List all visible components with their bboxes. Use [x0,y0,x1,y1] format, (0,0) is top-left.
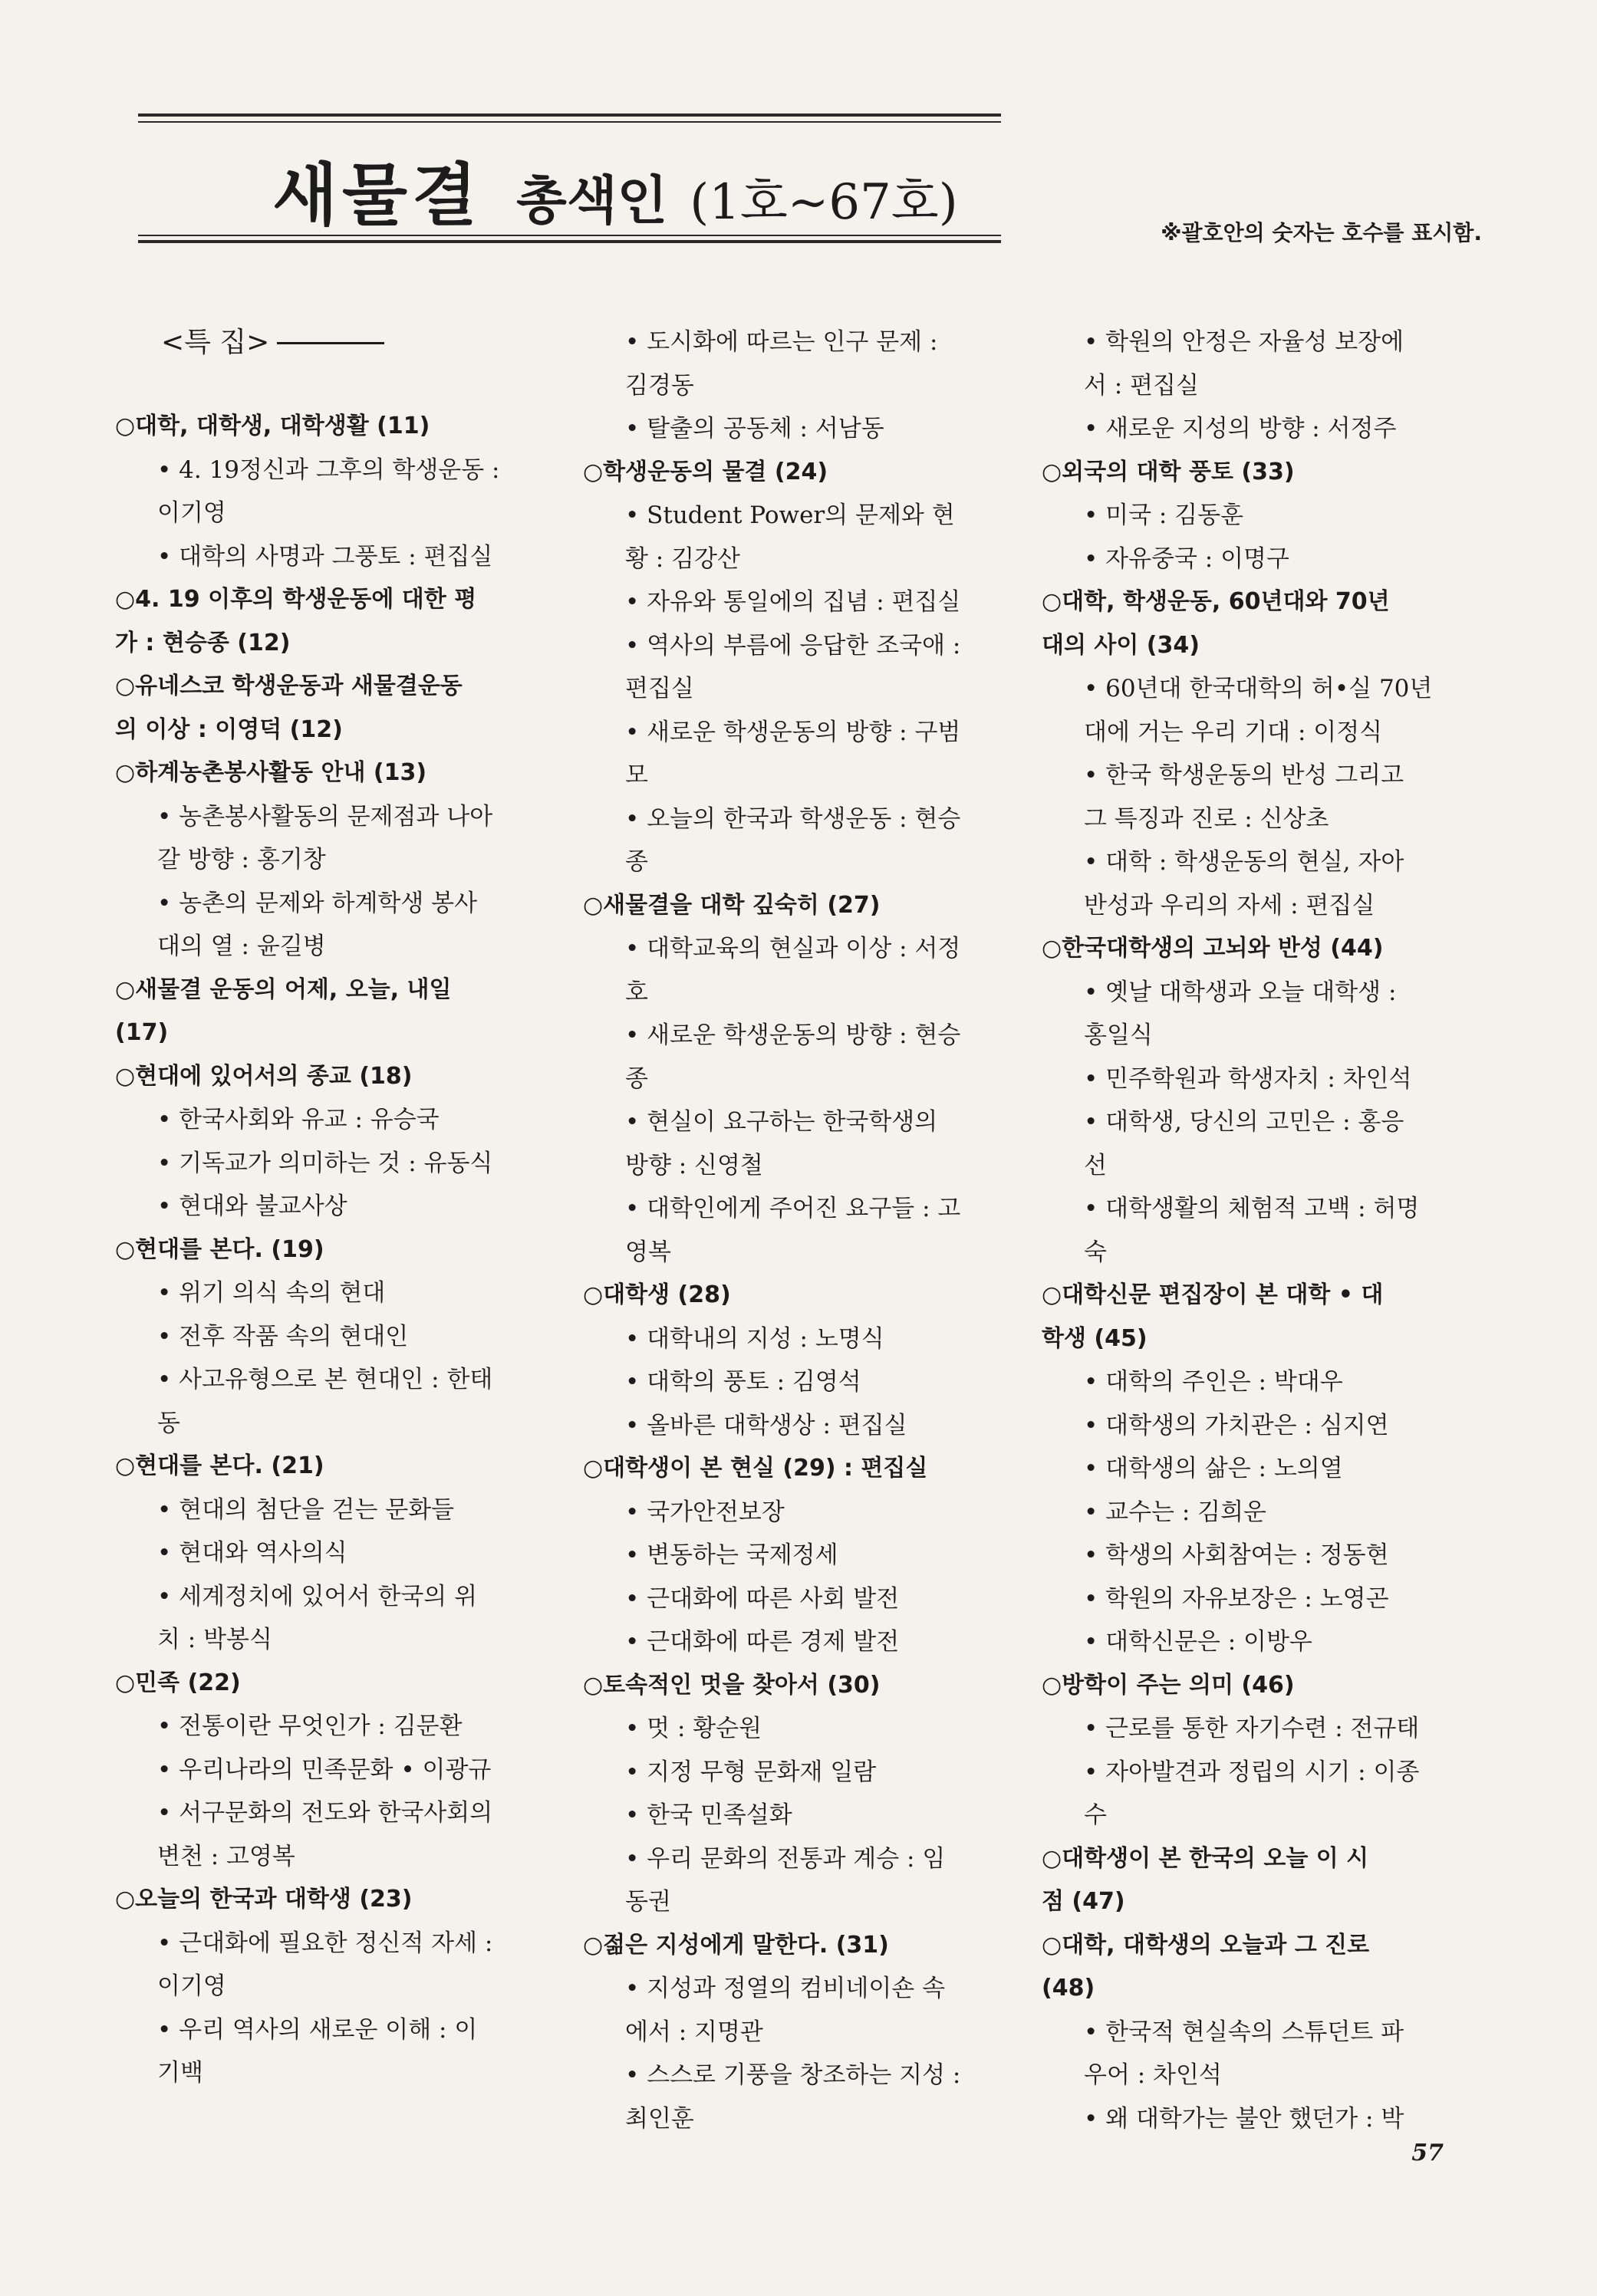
index-subentry: 이기영 [157,1972,226,2000]
index-subentry: • 대학의 주인은 : 박대우 [1084,1368,1343,1396]
index-subentry: • 대학인에게 주어진 요구들 : 고 [625,1195,961,1222]
index-subentry: • 자유와 통일에의 집념 : 편집실 [625,588,961,616]
title-rule-thick [138,240,1001,243]
index-subentry: • 역사의 부름에 응답한 조국애 : [625,631,961,660]
page-number: 57 [1411,2140,1444,2166]
index-subentry: • 60년대 한국대학의 허•실 70년 [1084,675,1433,702]
index-heading: 가 : 현승종 (12) [115,629,291,656]
title-rule-thin [138,235,1001,236]
index-subentry: • 현대와 불교사상 [157,1192,347,1220]
index-subentry: • 대학의 사명과 그풍토 : 편집실 [157,542,493,571]
index-subentry: • 사고유형으로 본 현대인 : 한태 [157,1366,493,1393]
index-subentry: • 올바른 대학생상 : 편집실 [625,1411,907,1439]
index-heading: ○현대를 본다. (19) [115,1235,324,1263]
index-subentry: • 근대화에 필요한 정신적 자세 : [157,1929,493,1957]
index-column-3 [1042,321,1467,2140]
index-subentry: • 농촌봉사활동의 문제점과 나아 [157,802,493,831]
index-subentry: • 옛날 대학생과 오늘 대학생 : [1084,978,1397,1006]
index-subentry: • 미국 : 김동훈 [1084,502,1244,529]
index-subentry: • 한국 민족설화 [625,1801,792,1829]
index-subentry: • 근대화에 따른 경제 발전 [625,1628,900,1656]
index-heading: ○젊은 지성에게 말한다. (31) [583,1931,889,1959]
index-heading: ○유네스코 학생운동과 새물결운동 [115,673,463,699]
column-2-entries [583,321,1009,2140]
index-subentry: 에서 : 지명관 [625,2018,763,2046]
index-subentry: 편집실 [625,675,694,702]
index-heading: ○한국대학생의 고뇌와 반성 (44) [1042,935,1384,962]
index-subentry: • 도시화에 따르는 인구 문제 : [625,328,938,356]
index-heading: 대의 사이 (34) [1042,631,1200,659]
index-subentry: • 스스로 기풍을 창조하는 지성 : [625,2061,961,2089]
index-subentry: 황 : 김강산 [625,544,740,573]
index-subentry: 대의 열 : 윤길병 [157,933,326,960]
index-subentry: 기백 [157,2059,203,2087]
index-subentry: • 국가안전보장 [625,1498,785,1526]
index-heading: ○방학이 주는 의미 (46) [1042,1671,1295,1699]
index-subentry: 선 [1084,1151,1107,1179]
index-subentry: • 현대의 첨단을 걷는 문화들 [157,1495,455,1524]
index-heading: ○4. 19 이후의 학생운동에 대한 평 [115,586,477,613]
index-subentry: • 우리나라의 민족문화 • 이광규 [157,1755,492,1784]
index-subentry: • 새로운 학생운동의 방향 : 현승 [625,1021,961,1049]
index-heading: ○대학, 학생운동, 60년대와 70년 [1042,588,1390,615]
index-heading: ○대학, 대학생, 대학생활 (11) [115,413,430,439]
index-subentry: 반성과 우리의 자세 : 편집실 [1084,891,1375,919]
index-subentry: • 위기 의식 속의 현대 [157,1279,386,1307]
index-subentry: • 대학신문은 : 이방우 [1084,1628,1312,1656]
index-heading: ○민족 (22) [115,1669,241,1696]
index-subentry: 갈 방향 : 홍기창 [157,846,326,873]
index-subentry: • 세계정치에 있어서 한국의 위 [157,1582,478,1610]
index-subentry: • 근대화에 따른 사회 발전 [625,1584,900,1613]
index-subentry: • 현대와 역사의식 [157,1539,347,1567]
index-subentry: • 대학 : 학생운동의 현실, 자아 [1084,848,1404,876]
index-subentry: • 변동하는 국제정세 [625,1541,838,1569]
index-heading: 의 이상 : 이영덕 (12) [115,715,343,743]
index-subentry: • 전통이란 무엇인가 : 김문환 [157,1712,463,1740]
index-subentry: • 4. 19정신과 그후의 학생운동 : [157,456,500,484]
index-subentry: 대에 거는 우리 기대 : 이정식 [1084,718,1383,746]
column-3-entries [1042,321,1467,2140]
index-subentry: 그 특징과 진로 : 신상초 [1084,804,1329,833]
index-subentry: 종 [625,1064,648,1093]
index-heading: ○대학생 (28) [583,1281,731,1308]
index-subentry: 동 [157,1409,180,1437]
index-subentry: • 새로운 지성의 방향 : 서정주 [1084,415,1397,442]
index-heading: ○대학, 대학생의 오늘과 그 진로 [1042,1931,1370,1959]
index-subentry: • 우리 역사의 새로운 이해 : 이 [157,2015,478,2044]
index-subentry: • 농촌의 문제와 하계학생 봉사 [157,889,478,917]
index-subentry: 동권 [625,1888,671,1916]
index-subentry: • 대학생의 삶은 : 노의열 [1084,1455,1343,1482]
index-heading: ○새물결 운동의 어제, 오늘, 내일 [115,975,452,1003]
index-subentry: • 학원의 자유보장은 : 노영곤 [1084,1584,1389,1613]
index-subentry: 영복 [625,1238,671,1266]
index-subentry: 호 [625,978,648,1006]
index-subentry: • 자아발견과 정립의 시기 : 이종 [1084,1758,1420,1786]
index-subentry: • 기독교가 의미하는 것 : 유동식 [157,1149,493,1177]
index-subentry: • 대학생활의 체험적 고백 : 허명 [1084,1195,1420,1222]
index-heading: (17) [115,1019,169,1046]
index-heading: ○대학생이 본 한국의 오늘 이 시 [1042,1844,1369,1872]
index-subentry: • 대학내의 지성 : 노명식 [625,1324,884,1353]
index-subentry: 모 [625,761,648,789]
index-subentry: • 자유중국 : 이명구 [1084,544,1289,573]
index-subentry: 김경동 [625,371,694,400]
index-subentry: • 근로를 통한 자기수련 : 전규태 [1084,1715,1420,1742]
index-subentry: • 오늘의 한국과 학생운동 : 현승 [625,804,961,833]
index-subentry: 이기영 [157,499,226,527]
index-subentry: • 민주학원과 학생자치 : 차인석 [1084,1064,1412,1093]
index-subentry: 치 : 박봉식 [157,1626,272,1653]
index-subentry: • 멋 : 황순원 [625,1715,762,1742]
index-heading: ○오늘의 한국과 대학생 (23) [115,1886,413,1913]
title-range: (1호~67호) [690,174,958,231]
index-subentry: • 우리 문화의 전통과 계승 : 임 [625,1844,946,1873]
index-subentry: • 지성과 정열의 컴비네이숀 속 [625,1975,946,2002]
section-heading [161,321,548,405]
index-subentry: • 대학의 풍토 : 김영석 [625,1368,861,1396]
index-subentry: 홍일식 [1084,1021,1153,1049]
index-subentry: • 학원의 안정은 자율성 보장에 [1084,328,1404,356]
index-heading: ○외국의 대학 풍토 (33) [1042,458,1295,485]
section-dash [277,342,384,344]
index-heading: ○현대를 본다. (21) [115,1452,324,1479]
index-subentry: • 지정 무형 문화재 일람 [625,1758,877,1786]
title-main: 새물결 [272,155,482,235]
index-heading: ○대학생이 본 현실 (29) : 편집실 [583,1455,928,1482]
index-heading: ○현대에 있어서의 종교 (18) [115,1062,413,1090]
page-title [272,142,958,238]
index-heading: 점 (47) [1042,1888,1125,1915]
index-subentry: • 대학교육의 현실과 이상 : 서정 [625,935,961,962]
title-subtitle: 총색인 [516,170,668,232]
index-subentry: 숙 [1084,1238,1107,1266]
index-subentry: 변천 : 고영복 [157,1842,295,1870]
index-subentry: 종 [625,848,648,876]
index-subentry: • 한국 학생운동의 반성 그리고 [1084,761,1404,789]
index-subentry: 방향 : 신영철 [625,1151,763,1179]
top-rule-thin [138,121,1001,123]
index-heading: ○학생운동의 물결 (24) [583,458,828,485]
index-subentry: • 서구문화의 전도와 한국사회의 [157,1799,493,1827]
index-subentry: 수 [1084,1801,1107,1829]
index-heading: ○새물결을 대학 깊숙히 (27) [583,891,881,919]
index-subentry: • 대학생의 가치관은 : 심지연 [1084,1411,1389,1439]
index-subentry: • 대학생, 당신의 고민은 : 홍응 [1084,1108,1404,1136]
index-heading: 학생 (45) [1042,1324,1148,1352]
column-1-entries [115,405,548,2095]
index-heading: (48) [1042,1975,1095,2002]
index-subentry: 우어 : 차인석 [1084,2061,1222,2089]
index-subentry: 최인훈 [625,2104,694,2133]
index-subentry: • 학생의 사회참여는 : 정동현 [1084,1541,1389,1569]
index-subentry: • Student Power의 문제와 현 [625,502,955,529]
index-subentry: • 교수는 : 김희운 [1084,1498,1266,1526]
index-column-2 [583,321,1009,2140]
index-subentry: • 새로운 학생운동의 방향 : 구범 [625,718,961,746]
index-subentry: • 한국사회와 유교 : 유승국 [157,1106,440,1133]
index-subentry: • 한국적 현실속의 스튜던트 파 [1084,2018,1404,2046]
index-heading: ○하계농촌봉사활동 안내 (13) [115,759,427,786]
index-subentry: • 왜 대학가는 불안 했던가 : 박 [1084,2104,1404,2133]
index-column-1 [115,321,548,2095]
index-subentry: 서 : 편집실 [1084,371,1199,400]
index-subentry: • 현실이 요구하는 한국학생의 [625,1108,938,1136]
section-label: <특 집> [161,326,270,358]
index-note: ※괄호안의 숫자는 호수를 표시함. [1161,220,1482,245]
index-heading: ○토속적인 멋을 찾아서 (30) [583,1671,881,1699]
index-subentry: • 탈출의 공동체 : 서남동 [625,415,884,442]
index-subentry: • 전후 작품 속의 현대인 [157,1322,409,1350]
top-rule-thick [138,113,1001,117]
index-heading: ○대학신문 편집장이 본 대학 • 대 [1042,1281,1384,1308]
